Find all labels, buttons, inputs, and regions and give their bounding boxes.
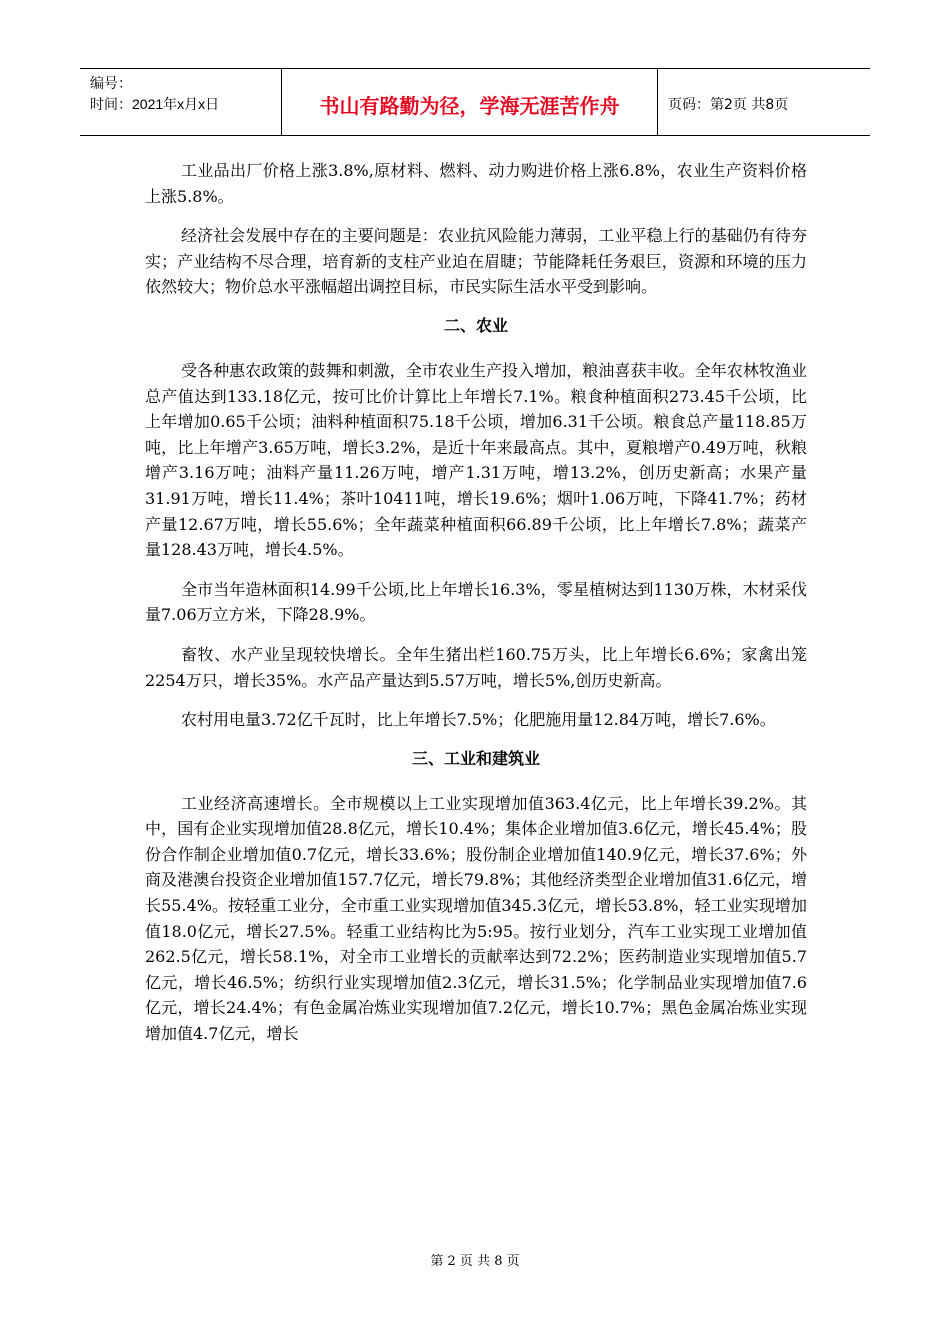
heading-industry: 三、工业和建筑业 — [411, 748, 540, 768]
header-motto: 书山有路勤为径，学海无涯苦作舟 — [282, 69, 658, 135]
paragraph-livestock: 畜牧、水产业呈现较快增长。全年生猪出栏160.75万头，比上年增长6.6%；家禽出笼2254万只，增长35%。水产品产量达到5.57万吨，增长5%,创历史新高。 — [145, 644, 807, 690]
header-meta — [80, 69, 282, 135]
page-header — [80, 68, 870, 136]
page-footer: 第 2 页 共 8 页 — [430, 1254, 520, 1269]
time-label: 时间：2021年x月x日 — [90, 96, 220, 112]
heading-agriculture: 二、农业 — [443, 315, 508, 335]
header-page-info: 页码：第2页 共8页 — [668, 97, 789, 113]
document-body — [145, 158, 807, 1061]
paragraph-industry: 工业经济高速增长。全市规模以上工业实现增加值363.4亿元，比上年增长39.2%。其中，国有企业实现增加值28.8亿元，增长10.4%；集体企业增加值3.6亿元，增长45.4%；股份合作制企业增加值0.7亿元，增长33.6%；股份制企业增加值140.9亿元，增长37.6%；外商及港澳台投资企业增加值157.7亿元，增长79.8%；其他经济类型企业增加值31.6亿元，增长55.4%。按轻重工业分，全市重工业实现增加值345.3亿元，增长53.8%，轻工业实现增加值18.0亿元，增长27.5%。轻重工业结构比为5:95。按行业划分，汽车工业实现工业增加值262.5亿元，增长58.1%，对全市工业增长的贡献率达到72.2%；医药制造业实现增加值5.7亿元，增长46.5%；纺织行业实现增加值2.3亿元，增长31.5%；化学制品业实现增加值7.6亿元，增长24.4%；有色金属冶炼业实现增加值7.2亿元，增长10.7%；黑色金属冶炼业实现增加值4.7亿元，增长 — [145, 793, 807, 1044]
paragraph-rural-power: 农村用电量3.72亿千瓦时，比上年增长7.5%；化肥施用量12.84万吨，增长7.6%。 — [181, 710, 776, 730]
paragraph-forestry: 全市当年造林面积14.99千公顷,比上年增长16.3%，零星植树达到1130万株，木材采伐量7.06万立方米，下降28.9%。 — [145, 579, 807, 625]
paragraph-problems: 经济社会发展中存在的主要问题是：农业抗风险能力薄弱，工业平稳上行的基础仍有待夯实；产业结构不尽合理，培育新的支柱产业迫在眉睫；节能降耗任务艰巨，资源和环境的压力依然较大；物价总水平涨幅超出调控目标，市民实际生活水平受到影响。 — [145, 226, 807, 297]
paragraph-prices: 工业品出厂价格上涨3.8%,原材料、燃料、动力购进价格上涨6.8%，农业生产资料价格上涨5.8%。 — [145, 161, 807, 206]
paragraph-agriculture-output: 受各种惠农政策的鼓舞和刺激，全市农业生产投入增加，粮油喜获丰收。全年农林牧渔业总产值达到133.18亿元，按可比价计算比上年增长7.1%。粮食种植面积273.45千公顷，比上年增加0.65千公顷；油料种植面积75.18千公顷，增加6.31千公顷。粮食总产量118.85万吨，比上年增产3.65万吨，增长3.2%，是近十年来最高点。其中，夏粮增产0.49万吨，秋粮增产3.16万吨；油料产量11.26万吨，增产1.31万吨，增13.2%，创历史新高；水果产量31.91万吨，增长11.4%；茶叶10411吨，增长19.6%；烟叶1.06万吨，下降41.7%；药材产量12.67万吨，增长55.6%；全年蔬菜种植面积66.89千公顷，比上年增长7.8%；蔬菜产量128.43万吨，增长4.5%。 — [145, 360, 807, 560]
number-label: 编号： — [90, 75, 132, 91]
